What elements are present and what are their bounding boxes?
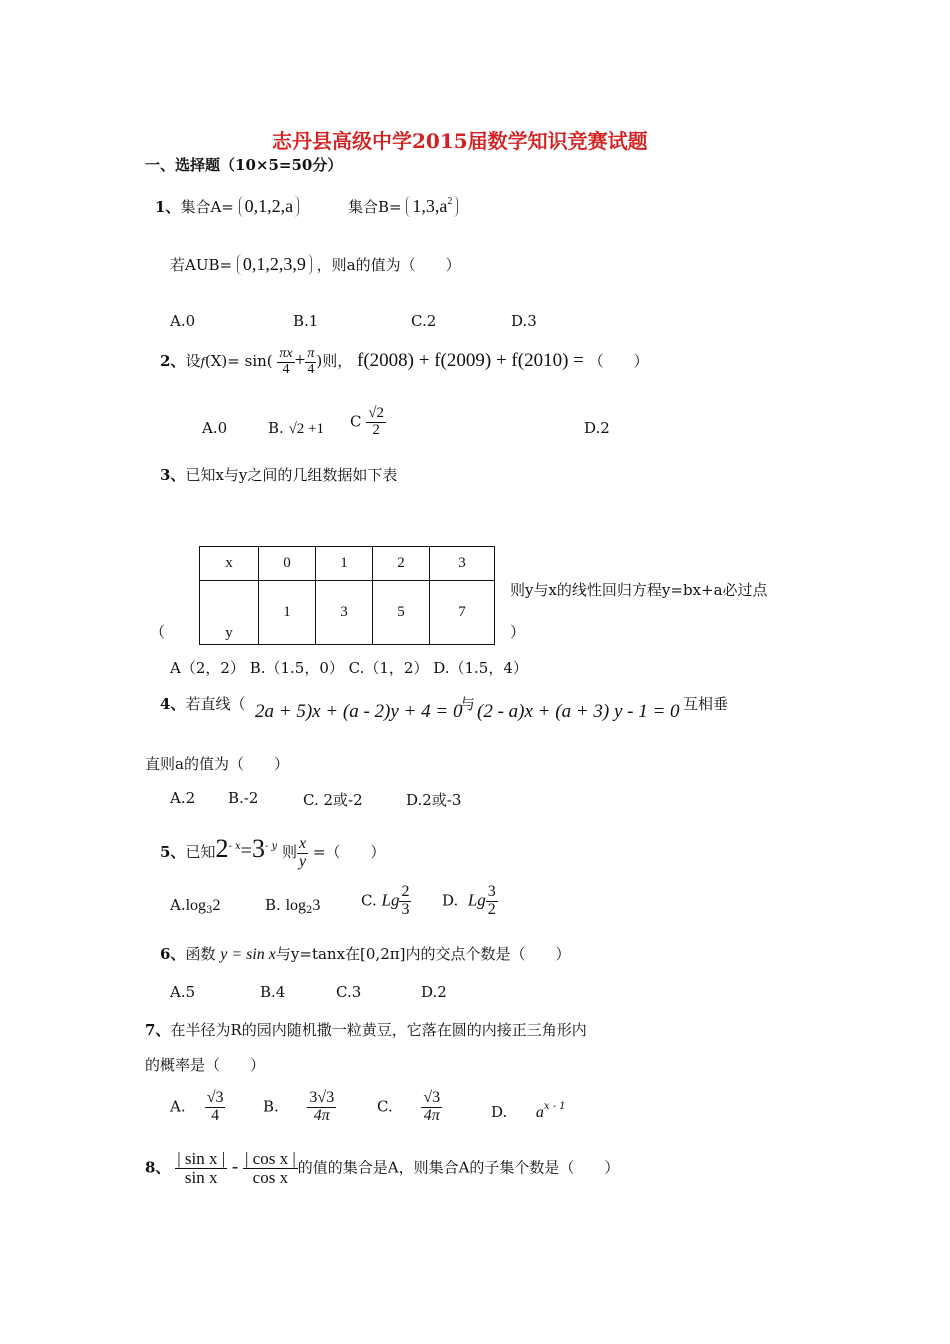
q4-option-a: A.2 <box>170 789 196 807</box>
q1-option-c: C.2 <box>411 312 437 330</box>
q2-option-c-label: C <box>350 412 362 431</box>
q5-option-d <box>442 884 498 919</box>
q2-line1 <box>160 347 649 377</box>
q8-minus: - <box>231 1156 239 1178</box>
q3-text: 已知x与y之间的几组数据如下表 <box>185 466 398 484</box>
q1-label-b: 集合B= <box>348 198 402 216</box>
q5-exp2: - y <box>264 841 278 852</box>
q3-number: 3、 <box>160 466 186 484</box>
q5-option-d-num: 3 <box>487 883 496 900</box>
q7-option-a <box>170 1090 225 1125</box>
q2-close: )则， <box>316 352 353 371</box>
table-cell-y1: 3 <box>316 581 373 645</box>
table-cell-x0: 0 <box>259 547 316 581</box>
q5-option-b-arg: 3 <box>312 897 321 914</box>
table-header-x: x <box>200 547 259 581</box>
q5-option-b-log: log <box>285 897 307 914</box>
q7-option-b-den: 4π <box>313 1106 330 1124</box>
table-cell-x1: 1 <box>316 547 373 581</box>
q3-paren-close: ） <box>510 623 526 641</box>
q5-eq2: =（ ） <box>312 843 386 861</box>
q2-option-d: D.2 <box>584 419 610 437</box>
q7-option-d-label: D. <box>491 1103 508 1121</box>
q1-set-a-values: 0,1,2,a <box>244 196 294 216</box>
q2-option-b-value: √2 +1 <box>288 421 325 437</box>
q4-continuation: 直则a的值为（ ） <box>145 755 289 773</box>
q4-line2-equation: (2 - a)x + (a + 3) y - 1 = 0 <box>477 701 680 722</box>
q3-paren-open: （ <box>150 623 166 641</box>
q7-option-a-num: √3 <box>206 1089 224 1106</box>
table-cell-y0: 1 <box>259 581 316 645</box>
q5-eq: = <box>240 840 252 862</box>
q2-plus: + <box>294 350 306 372</box>
q5-frac-den: y <box>298 852 307 870</box>
q8-number: 8、 <box>145 1158 171 1177</box>
q7-option-b <box>263 1090 336 1125</box>
q5-option-b <box>265 896 320 916</box>
q7-option-c-den: 4π <box>423 1106 440 1124</box>
q2-option-c-num: √2 <box>368 405 384 421</box>
q6-number: 6、 <box>160 945 186 963</box>
q1-label-a: 集合A= <box>180 198 234 216</box>
q2-option-a: A.0 <box>202 419 228 437</box>
q5-option-b-label: B. <box>265 896 281 914</box>
q7-option-a-frac <box>205 1090 226 1125</box>
q5-number: 5、 <box>160 843 186 861</box>
q5-option-c-frac <box>399 884 411 919</box>
q5-option-c-num: 2 <box>401 883 410 900</box>
q8-frac1 <box>175 1150 227 1187</box>
q5-lead: 已知 <box>185 843 216 861</box>
q4-number: 4、 <box>160 695 186 713</box>
q7-line1 <box>145 1019 587 1040</box>
q1-option-a: A.0 <box>170 312 196 330</box>
q3-line1 <box>160 464 397 485</box>
q5-option-d-fn: Lg <box>467 890 486 910</box>
q2-frac2 <box>305 347 316 377</box>
q1-set-b-values: 1,3,a <box>412 196 448 216</box>
q1-set-union-values: 0,1,2,3,9 <box>242 254 306 274</box>
q8-frac2-den: cos x <box>252 1167 289 1187</box>
q2-paren: （ ） <box>588 352 649 371</box>
q5-option-a-arg: 2 <box>212 897 221 914</box>
q2-option-c-den: 2 <box>372 421 380 438</box>
q7-option-b-frac <box>307 1090 336 1125</box>
q4-tail: 互相垂 <box>683 695 729 713</box>
q7-option-b-num: 3√3 <box>309 1089 335 1106</box>
page-title: 志丹县高级中学2015届数学知识竞赛试题 <box>272 129 648 153</box>
q4-lead-line <box>160 693 245 714</box>
table-cell-x3: 3 <box>430 547 495 581</box>
q1-option-b: B.1 <box>293 312 319 330</box>
q4-option-b: B.-2 <box>228 789 259 807</box>
table-cell-x2: 2 <box>373 547 430 581</box>
q2-frac1 <box>277 347 294 377</box>
q5-option-a <box>170 896 220 916</box>
q5-option-c-label: C. <box>361 891 377 910</box>
table-row-x <box>200 547 495 581</box>
q7-option-c-frac <box>421 1090 442 1125</box>
q7-option-c-label: C. <box>377 1097 393 1116</box>
q6-expr: y = sin x <box>220 946 276 963</box>
q5-line1 <box>160 834 385 870</box>
q7-option-a-den: 4 <box>211 1106 220 1124</box>
q8-frac2 <box>243 1150 298 1187</box>
q2-frac1-den: 4 <box>282 361 290 377</box>
q5-exp1: - x <box>228 841 241 852</box>
q2-f: f <box>200 355 205 370</box>
q3-options: A（2，2） B.（1.5，0） C.（1，2） D.（1.5，4） <box>170 659 528 677</box>
q2-option-c-frac <box>366 406 386 439</box>
table-header-y: y <box>200 581 259 645</box>
q7-option-d-base: a <box>535 1104 544 1121</box>
q5-frac-num: x <box>298 834 307 852</box>
q6-lead: 函数 <box>185 945 216 963</box>
q1-line1 <box>155 196 299 217</box>
q4-option-c: C. 2或-2 <box>303 791 363 809</box>
q2-frac1-num: πx <box>279 346 293 361</box>
q2-option-c <box>350 406 386 439</box>
q8-frac1-num: | sin x | <box>177 1149 226 1168</box>
table-cell-y2: 5 <box>373 581 430 645</box>
q2-frac2-den: 4 <box>307 361 315 377</box>
q5-then: 则 <box>281 843 297 861</box>
q2-lead: 设 <box>185 352 201 371</box>
q3-data-table <box>199 546 495 645</box>
q5-option-a-label: A. <box>170 896 186 914</box>
q1-line2 <box>170 254 461 275</box>
q5-option-a-base: 3 <box>206 905 213 916</box>
q5-option-d-den: 2 <box>487 900 496 918</box>
q5-option-d-frac <box>486 884 498 919</box>
q5-option-b-base: 2 <box>306 905 313 916</box>
q2-number: 2、 <box>160 352 186 371</box>
q1-question: ，则a的值为（ ） <box>316 256 461 274</box>
q1-set-a <box>239 196 300 217</box>
q6-option-d: D.2 <box>421 983 447 1001</box>
q7-option-d-sup: x - 1 <box>543 1101 566 1112</box>
q7-number: 7、 <box>145 1021 171 1039</box>
q1-option-d: D.3 <box>511 312 537 330</box>
q8-text: 的值的集合是A，则集合A的子集个数是（ ） <box>297 1158 620 1177</box>
q7-option-a-label: A. <box>170 1097 186 1116</box>
q8-line1 <box>145 1150 619 1187</box>
q6-option-a: A.5 <box>170 983 196 1001</box>
q7-option-c-num: √3 <box>423 1089 441 1106</box>
q1-line1-b <box>348 196 458 217</box>
q8-frac1-den: sin x <box>184 1167 218 1187</box>
q1-set-union <box>237 254 312 275</box>
table-cell-y3: 7 <box>430 581 495 645</box>
q4-line1-equation: 2a + 5)x + (a - 2)y + 4 = 0 <box>255 701 463 722</box>
q4-option-d: D.2或-3 <box>406 791 462 809</box>
q5-option-d-label: D. <box>442 891 459 910</box>
q5-option-a-log: log <box>185 897 207 914</box>
q8-frac2-num: | cos x | <box>245 1149 296 1168</box>
q7-continuation: 的概率是（ ） <box>145 1056 266 1074</box>
q1-number: 1、 <box>155 198 181 216</box>
q1-set-b <box>406 196 458 217</box>
q5-frac <box>297 836 308 871</box>
section-heading: 一、选择题（10×5=50分） <box>145 156 343 174</box>
q2-frac2-num: π <box>307 346 315 361</box>
q7-option-c <box>377 1090 442 1125</box>
q1-if-label: 若AUB= <box>170 256 233 274</box>
q2-expr: f(2008) + f(2009) + f(2010) = <box>357 350 584 372</box>
table-row-y <box>200 581 495 645</box>
q5-base1: 2 <box>215 834 229 863</box>
q5-option-c-fn: Lg <box>381 890 400 910</box>
q4-mid: 与 <box>460 695 476 713</box>
q6-option-b: B.4 <box>260 983 286 1001</box>
q6-line1 <box>160 943 570 964</box>
q5-base2: 3 <box>251 834 265 863</box>
q5-option-c-den: 3 <box>401 900 410 918</box>
q4-lead: 若直线（ <box>185 695 246 713</box>
q7-text: 在半径为R的园内随机撒一粒黄豆，它落在圆的内接正三角形内 <box>170 1021 587 1039</box>
q7-option-b-label: B. <box>263 1097 279 1116</box>
q2-func: (X)= sin( <box>204 352 273 371</box>
q3-suffix: 则y与x的线性回归方程y=bx+a必过点 <box>510 581 768 599</box>
q6-option-c: C.3 <box>336 983 362 1001</box>
q5-option-c <box>361 884 411 919</box>
q7-option-d <box>491 1101 566 1122</box>
q2-option-b <box>268 419 324 438</box>
q2-option-b-label: B. <box>268 419 284 437</box>
q6-text: 与y=tanx在[0,2π]内的交点个数是（ ） <box>275 945 571 963</box>
q1-set-b-sup: 2 <box>447 196 453 207</box>
